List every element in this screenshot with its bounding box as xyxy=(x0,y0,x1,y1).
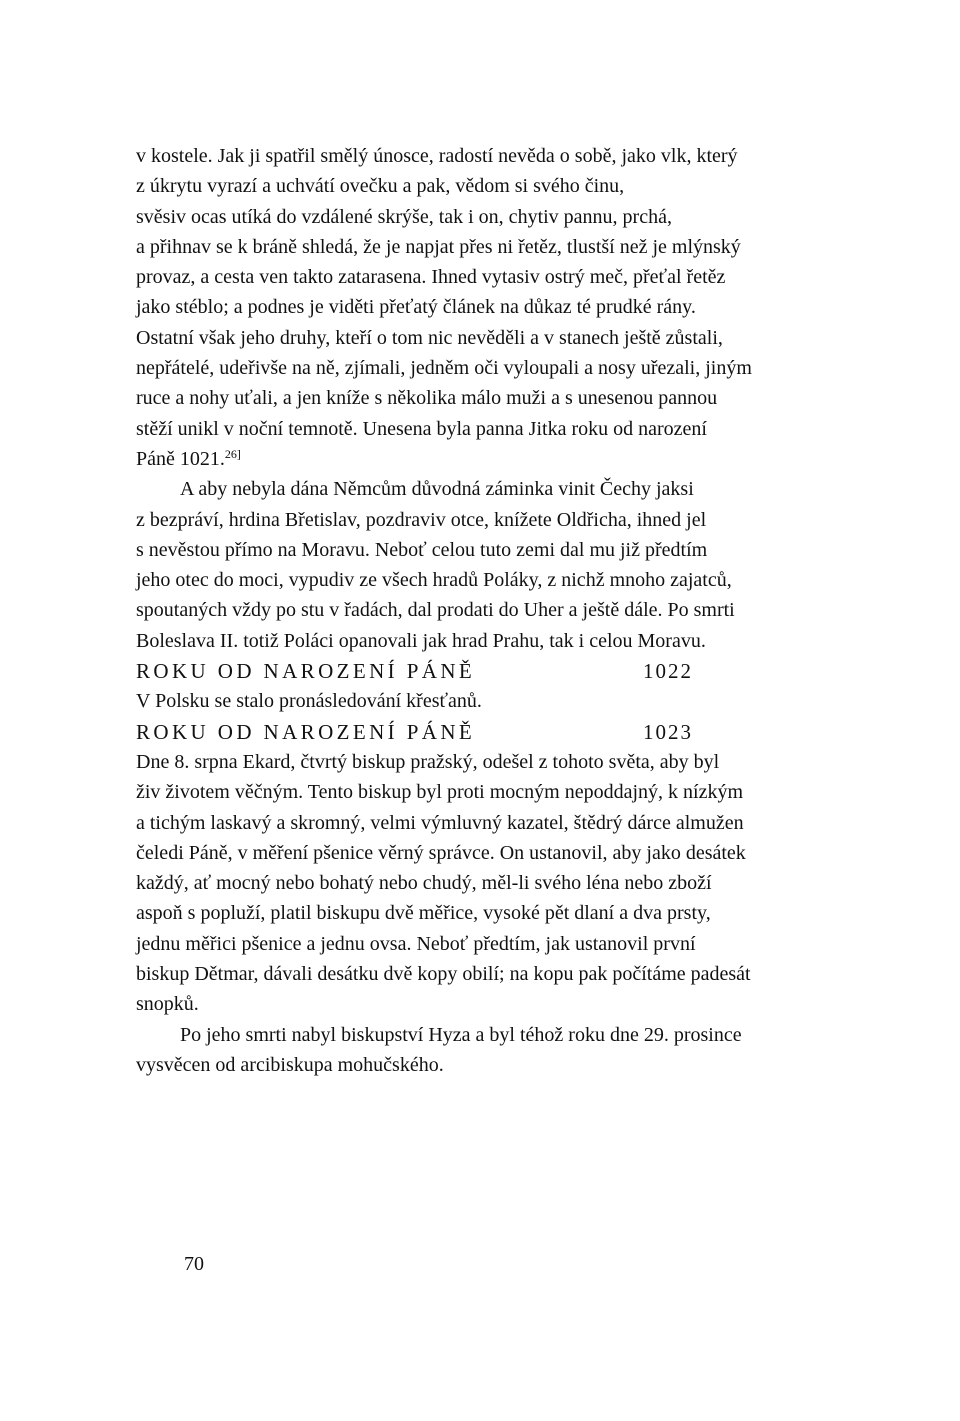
footnote-reference: 26] xyxy=(224,446,241,461)
text-line: každý, ať mocný nebo bohatý nebo chudý, měl-li svého léna nebo zboží xyxy=(136,872,712,895)
text-line: aspoň s popluží, platil biskupu dvě měřice, vysoké pět dlaní a dva prsty, xyxy=(136,902,711,925)
text-line: Ostatní však jeho druhy, kteří o tom nic nevěděli a v stanech ještě zůstali, xyxy=(136,326,723,349)
year-heading-number: 1023 xyxy=(643,719,693,744)
text-line: z úkrytu vyrazí a uchvátí ovečku a pak, vědom si svého činu, xyxy=(136,175,625,198)
paragraph-1 xyxy=(136,141,826,474)
page-number: 70 xyxy=(184,1253,204,1275)
text-line: vysvěcen od arcibiskupa mohučského. xyxy=(136,1053,444,1076)
text-line xyxy=(136,444,826,474)
text-line: z bezpráví, hrdina Břetislav, pozdraviv otce, knížete Oldřicha, ihned jel xyxy=(136,508,707,531)
text-line: jako stéblo; a podnes je viděti přeťatý článek na důkaz té prudké rány. xyxy=(136,296,696,319)
text-line: svěsiv ocas utíká do vzdálené skrýše, tak i on, chytiv pannu, prchá, xyxy=(136,205,672,228)
text-line: biskup Dětmar, dávali desátku dvě kopy obilí; na kopu pak počítáme padesát xyxy=(136,963,751,986)
text-line: s nevěstou přímo na Moravu. Neboť celou tuto zemi dal mu již předtím xyxy=(136,538,708,561)
year-heading-number: 1022 xyxy=(643,659,693,684)
text-line: stěží unikl v noční temnotě. Unesena byla panna Jitka roku od narození xyxy=(136,417,707,440)
year-heading-1023 xyxy=(136,717,826,747)
text-line: Po jeho smrti nabyl biskupství Hyza a byl téhož roku dne 29. prosince xyxy=(180,1023,742,1046)
text-line: jeho otec do moci, vypudiv ze všech hradů Poláky, z nichž mnoho zajatců, xyxy=(136,569,732,592)
text-line: jednu měřici pšenice a jednu ovsa. Neboť předtím, jak ustanovil první xyxy=(136,932,696,955)
text-line: Dne 8. srpna Ekard, čtvrtý biskup pražský, odešel z tohoto světa, aby byl xyxy=(136,750,720,773)
year-heading-label: ROKU OD NAROZENÍ PÁNĚ xyxy=(136,659,476,684)
text-line-end: Páně 1021. xyxy=(136,447,225,470)
text-line: Boleslava II. totiž Poláci opanovali jak hrad Prahu, tak i celou Moravu. xyxy=(136,629,706,652)
text-line: nepřátelé, udeřivše na ně, zjímali, jedněm oči vyloupali a nosy uřezali, jiným xyxy=(136,357,752,380)
text-line: v kostele. Jak ji spatřil smělý únosce, radostí nevěda o sobě, jako vlk, který xyxy=(136,145,738,167)
text-line: živ životem věčným. Tento biskup byl proti mocným nepoddajný, k nízkým xyxy=(136,781,744,804)
text-line: čeledi Páně, v měření pšenice věrný správce. On ustanovil, aby jako desátek xyxy=(136,841,746,864)
paragraph-2 xyxy=(136,474,826,656)
page-body-text xyxy=(136,141,826,1080)
text-line: snopků. xyxy=(136,993,199,1016)
text-line: a přihnav se k bráně shledá, že je napjat přes ni řetěz, tlustší než je mlýnský xyxy=(136,235,741,258)
year-heading-label: ROKU OD NAROZENÍ PÁNĚ xyxy=(136,719,476,744)
text-line: a tichým laskavý a skromný, velmi výmluvný kazatel, štědrý dárce almužen xyxy=(136,811,744,834)
year-heading-1022 xyxy=(136,656,826,686)
text-line: A aby nebyla dána Němcům důvodná záminka vinit Čechy jaksi xyxy=(180,478,694,501)
text-line: ruce a nohy uťali, a jen kníže s několika málo muži a s unesenou pannou xyxy=(136,387,718,410)
paragraph-4 xyxy=(136,1020,826,1081)
entry-1022: V Polsku se stalo pronásledování křesťanů. xyxy=(136,690,482,713)
paragraph-3 xyxy=(136,747,826,1020)
text-line: provaz, a cesta ven takto zatarasena. Ihned vytasiv ostrý meč, přeťal řetěz xyxy=(136,266,726,289)
text-line: spoutaných vždy po stu v řadách, dal prodati do Uher a ještě dále. Po smrti xyxy=(136,599,735,622)
